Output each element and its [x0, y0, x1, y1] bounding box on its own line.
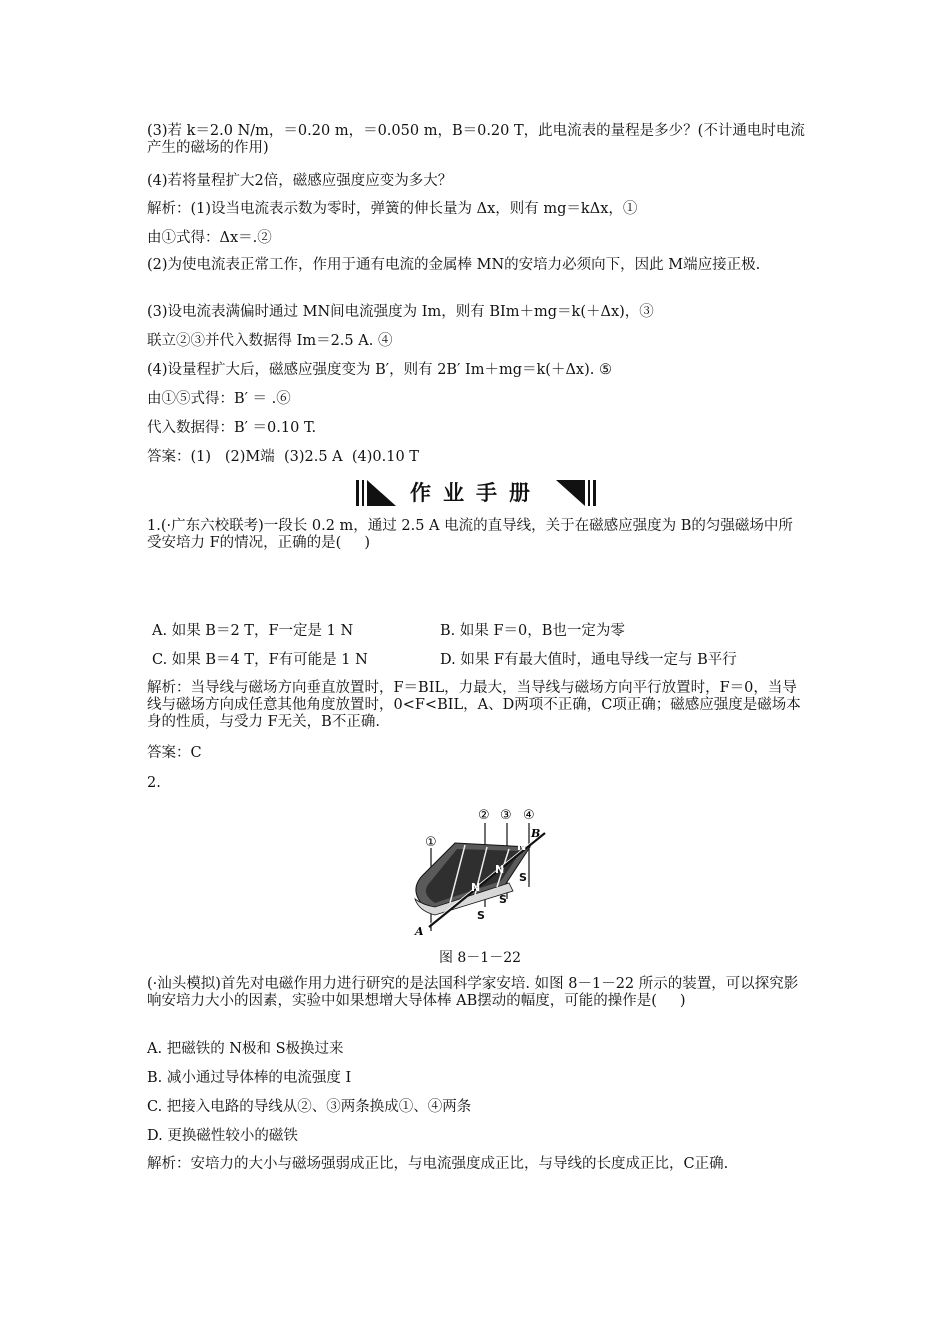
text-line: 由①式得：Δx＝.② [147, 230, 272, 246]
text-line: 解析：(1)设当电流表示数为零时，弹簧的伸长量为 Δx，则有 mg＝kΔx，① [147, 201, 638, 217]
text-line: (2)为使电流表正常工作，作用于通有电流的金属棒 MN的安培力必须向下，因此 M端应接正极. [147, 257, 761, 273]
question-2: (·汕头模拟)首先对电磁作用力进行研究的是法国科学家安培. 如图 8－1－22 所示的装置，可以探究影响安培力大小的因素，实验中如果想增大导体棒 AB摆动的幅度，可能的操作是( ) [147, 976, 799, 1009]
text-line: 代入数据得：B′ ＝0.10 T. [147, 420, 317, 436]
section-banner [356, 478, 596, 508]
wire-label-3: ③ [500, 808, 512, 823]
wire-label-4: ④ [523, 808, 535, 823]
text-line: 联立②③并代入数据得 Im＝2.5 A. ④ [147, 333, 393, 349]
option-a: A. 如果 B＝2 T，F一定是 1 N [152, 623, 354, 639]
text-line: 由①⑤式得：B′ ＝ .⑥ [147, 391, 291, 407]
option-d: D. 更换磁性较小的磁铁 [147, 1128, 298, 1144]
pole-n-label: N [495, 863, 505, 876]
pole-s-label: S [499, 893, 507, 906]
explanation: 解析：安培力的大小与磁场强弱成正比，与电流强度成正比，与导线的长度成正比，C正确. [147, 1156, 729, 1172]
option-c: C. 如果 B＝4 T，F有可能是 1 N [152, 652, 368, 668]
pole-s-label: S [477, 909, 485, 922]
question-2-number: 2. [147, 775, 161, 791]
option-c: C. 把接入电路的导线从②、③两条换成①、④两条 [147, 1099, 472, 1115]
text-line: (4)若将量程扩大2倍，磁感应强度应变为多大？ [147, 173, 453, 189]
apparatus-figure [405, 803, 555, 938]
wire-label-2: ② [478, 808, 490, 823]
pole-n-label: N [517, 840, 527, 853]
question-1: 1.(·广东六校联考)一段长 0.2 m，通过 2.5 A 电流的直导线，关于在磁感应强度为 B的匀强磁场中所受安培力 F的情况，正确的是( ) [147, 518, 793, 551]
explanation: 解析：当导线与磁场方向垂直放置时，F＝BIL，力最大，当导线与磁场方向平行放置时，F＝0，当导线与磁场方向成任意其他角度放置时，0<F<BIL，A、D两项不正确，C项正确；磁感应强度是磁场本身的性质，与受力 F无关，B不正确. [147, 680, 801, 730]
option-d: D. 如果 F有最大值时，通电导线一定与 B平行 [440, 652, 737, 668]
rod-end-b-label: B [531, 827, 541, 840]
text-line: (4)设量程扩大后，磁感应强度变为 B′，则有 2B′ Im＋mg＝k(＋Δx). ⑤ [147, 362, 612, 378]
option-b: B. 如果 F＝0，B也一定为零 [440, 623, 625, 639]
text-line: 答案：(1) (2)M端 (3)2.5 A (4)0.10 T [147, 449, 419, 465]
pole-n-label: N [471, 881, 481, 894]
wire-label-1: ① [425, 835, 437, 850]
option-a: A. 把磁铁的 N极和 S极换过来 [147, 1041, 344, 1057]
magnet-apparatus-image [405, 803, 555, 938]
rod-end-a-label: A [415, 925, 424, 938]
option-b: B. 减小通过导体棒的电流强度 I [147, 1070, 352, 1086]
section-title: 作业手册 [410, 481, 542, 505]
text-line: (3)若 k＝2.0 N/m，＝0.20 m，＝0.050 m，B＝0.20 T，此电流表的量程是多少？(不计通电时电流产生的磁场的作用) [147, 123, 805, 156]
figure-caption: 图 8－1－22 [438, 950, 522, 966]
answer: 答案：C [147, 745, 202, 761]
pole-s-label: S [519, 871, 527, 884]
text-line: (3)设电流表满偏时通过 MN间电流强度为 Im，则有 BIm＋mg＝k(＋Δx)，③ [147, 304, 654, 320]
